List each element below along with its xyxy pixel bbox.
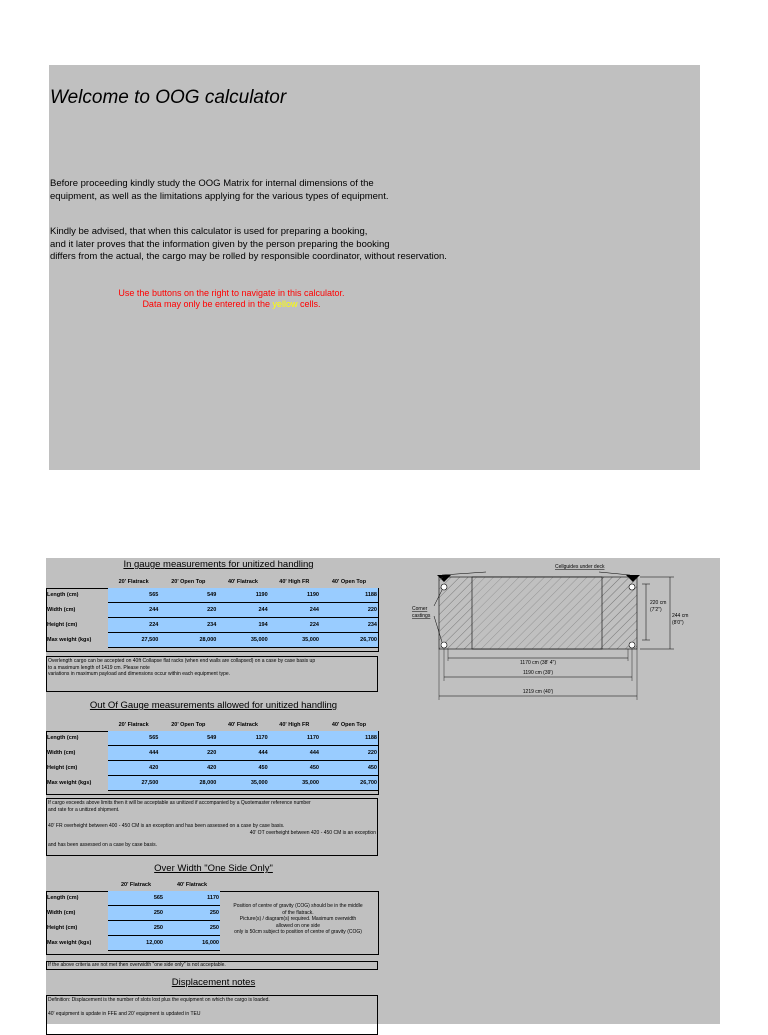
over-width-title: Over Width "One Side Only" xyxy=(154,863,273,874)
column-header: 20' Flatrack xyxy=(120,881,152,888)
value-cell: 420 xyxy=(159,761,217,776)
row-label: Max weight (kgs) xyxy=(47,637,92,643)
length-1219-label: 1219 cm (40') xyxy=(522,689,554,695)
value-cell: 250 xyxy=(164,906,220,921)
column-header: 20' Flatrack xyxy=(118,578,149,585)
corner-casting-icon xyxy=(629,642,635,648)
in-gauge-note xyxy=(46,656,378,692)
corner-castings-label-1: Corner xyxy=(412,606,428,612)
column-header: 40' High FR xyxy=(279,721,310,728)
value-cell: 1188 xyxy=(320,731,378,746)
note-line: 40' FR overheight between 400 - 450 CM is an exception and has been assessed on a case by case basis. xyxy=(48,823,285,829)
value-cell: 549 xyxy=(159,588,217,603)
value-cell: 244 xyxy=(217,603,268,618)
value-cell: 450 xyxy=(217,761,268,776)
over-width-footer-note: If the above criteria are not met then overwidth "one side only" is not acceptable. xyxy=(46,961,378,970)
table-row xyxy=(46,761,378,776)
table-row xyxy=(46,618,378,633)
value-cell: 220 xyxy=(320,746,378,761)
value-cell: 224 xyxy=(108,618,159,633)
note-line: to a maximum length of 1419 cm. Please note xyxy=(48,664,150,671)
value-cell: 27,500 xyxy=(108,633,159,648)
page-title: Welcome to OOG calculator xyxy=(50,87,287,108)
table-row xyxy=(46,906,220,921)
value-cell: 250 xyxy=(164,921,220,936)
corner-casting-icon xyxy=(441,642,447,648)
table-row xyxy=(46,746,378,761)
column-header: 40' Flatrack xyxy=(176,881,208,888)
value-cell: 444 xyxy=(217,746,268,761)
note-line: and has been assessed on a case by case basis. xyxy=(48,842,157,848)
note-line: variations in maximum payload and dimensions occur within each equipment type. xyxy=(48,671,231,677)
value-cell: 220 xyxy=(159,603,217,618)
row-label: Length (cm) xyxy=(47,735,79,742)
length-1170-label: 1170 cm (38' 4") xyxy=(520,660,556,666)
height-244-ft-label: (8'0") xyxy=(672,620,684,626)
table-row xyxy=(46,921,220,936)
column-header: 40' Open Top xyxy=(331,578,367,585)
note-line: Overlength cargo can be accepted on 40ft Collapse flat racks (when end walls are collapsed) on a case by case basis up xyxy=(48,658,316,664)
data-note-suffix: cells. xyxy=(297,299,321,309)
container-inner xyxy=(472,577,602,649)
value-cell: 444 xyxy=(269,746,320,761)
value-cell: 194 xyxy=(217,618,268,633)
value-cell: 244 xyxy=(108,603,159,618)
container-dimension-diagram xyxy=(412,560,704,710)
value-cell: 565 xyxy=(108,891,164,906)
column-header: 20' Open Top xyxy=(171,721,206,728)
column-header: 20' Open Top xyxy=(171,578,206,585)
over-width-table xyxy=(46,878,220,951)
value-cell: 549 xyxy=(159,731,217,746)
row-label: Length (cm) xyxy=(47,592,79,599)
table-row xyxy=(46,776,378,791)
note-line: 40' OT overheight between 420 - 450 CM is an exception xyxy=(249,829,376,836)
welcome-panel xyxy=(49,65,700,470)
row-label: Width (cm) xyxy=(47,607,76,613)
header-spacer xyxy=(46,575,108,588)
height-244-label: 244 cm xyxy=(672,613,689,619)
note-line: If cargo exceeds above limits then it will be acceptable as unitized if accompanied by a Quotemaster reference number xyxy=(48,800,311,806)
condition-line: only is 50cm subject to position of centre of gravity (COG) xyxy=(234,929,362,935)
nav-instruction: Use the buttons on the right to navigate in this calculator. xyxy=(118,288,345,298)
value-cell: 420 xyxy=(108,761,159,776)
table-row xyxy=(46,588,378,603)
condition-line: Position of centre of gravity (COG) should be in the middle xyxy=(233,903,363,909)
header-spacer xyxy=(46,718,108,731)
value-cell: 1188 xyxy=(320,588,378,603)
note-line: and rate for a unitized shipment. xyxy=(48,806,120,813)
value-cell: 12,000 xyxy=(108,936,164,951)
value-cell: 444 xyxy=(108,746,159,761)
header-spacer xyxy=(46,878,108,891)
table-row xyxy=(46,936,220,951)
row-label: Height (cm) xyxy=(47,925,78,931)
value-cell: 565 xyxy=(108,588,159,603)
row-label: Max weight (kgs) xyxy=(47,940,92,946)
corner-casting-icon xyxy=(629,584,635,590)
out-of-gauge-table xyxy=(46,718,378,791)
data-entry-note xyxy=(49,299,414,311)
value-cell: 26,700 xyxy=(320,633,378,648)
row-label: Max weight (kgs) xyxy=(47,780,92,786)
out-of-gauge-title: Out Of Gauge measurements allowed for unitized handling xyxy=(89,700,338,711)
value-cell: 27,500 xyxy=(108,776,159,791)
height-220-ft-label: (7'2") xyxy=(650,607,662,613)
value-cell: 220 xyxy=(159,746,217,761)
column-header: 40' High FR xyxy=(279,578,310,585)
value-cell: 1170 xyxy=(217,731,268,746)
row-label: Length (cm) xyxy=(47,895,79,902)
value-cell: 1190 xyxy=(269,588,320,603)
value-cell: 234 xyxy=(159,618,217,633)
advisory-paragraph xyxy=(50,226,447,264)
column-header: 40' Flatrack xyxy=(227,578,258,585)
column-header: 40' Open Top xyxy=(331,721,367,728)
intro-paragraph xyxy=(50,178,389,203)
corner-castings-label-2: castings xyxy=(412,613,431,619)
value-cell: 28,000 xyxy=(159,776,217,791)
value-cell: 234 xyxy=(320,618,378,633)
cellguide-arrow xyxy=(599,572,630,575)
displacement-title: Displacement notes xyxy=(171,977,256,988)
value-cell: 1170 xyxy=(164,891,220,906)
value-cell: 250 xyxy=(108,906,164,921)
measurements-sheet xyxy=(46,558,720,1024)
condition-line: of the flatrack. xyxy=(282,909,314,916)
advisory-line-3: differs from the actual, the cargo may be rolled by responsible coordinator, without reservation. xyxy=(50,251,447,262)
corner-casting-icon xyxy=(441,584,447,590)
in-gauge-table xyxy=(46,575,378,648)
row-label: Height (cm) xyxy=(47,622,78,628)
condition-line: Picture(s) / diagram(s) required. Maximum overwidth xyxy=(239,916,357,922)
intro-line-2: equipment, as well as the limitations applying for the various types of equipment. xyxy=(50,190,389,202)
value-cell: 1190 xyxy=(217,588,268,603)
condition-line: allowed on one side xyxy=(275,922,321,929)
value-cell: 450 xyxy=(269,761,320,776)
table-row xyxy=(46,731,378,746)
value-cell: 1170 xyxy=(269,731,320,746)
row-label: Height (cm) xyxy=(47,765,78,771)
advisory-line-1: Kindly be advised, that when this calculator is used for preparing a booking, xyxy=(50,226,368,237)
value-cell: 26,700 xyxy=(320,776,378,791)
note-line: 40' equipment is update in FFE and 20' equipment is updated in TEU xyxy=(48,1010,201,1017)
value-cell: 35,000 xyxy=(217,776,268,791)
over-width-conditions xyxy=(218,903,378,936)
value-cell: 250 xyxy=(108,921,164,936)
value-cell: 224 xyxy=(269,618,320,633)
table-row xyxy=(46,633,378,648)
yellow-cell-word: yellow xyxy=(272,299,298,309)
data-note-prefix: Data may only be entered in the xyxy=(142,299,273,309)
column-header: 40' Flatrack xyxy=(227,721,258,728)
cellguides-label: Cellguides under deck xyxy=(555,564,605,570)
value-cell: 565 xyxy=(108,731,159,746)
table-row xyxy=(46,603,378,618)
height-220-label: 220 cm xyxy=(650,600,667,606)
value-cell: 244 xyxy=(269,603,320,618)
value-cell: 35,000 xyxy=(217,633,268,648)
row-label: Width (cm) xyxy=(47,910,76,916)
column-header: 20' Flatrack xyxy=(118,721,149,728)
cellguide-arrow xyxy=(442,572,486,575)
in-gauge-title: In gauge measurements for unitized handling xyxy=(123,559,314,570)
out-of-gauge-note xyxy=(46,798,378,856)
intro-line-1: Before proceeding kindly study the OOG Matrix for internal dimensions of the xyxy=(50,178,374,189)
value-cell: 450 xyxy=(320,761,378,776)
displacement-note xyxy=(46,995,378,1035)
value-cell: 16,000 xyxy=(164,936,220,951)
value-cell: 35,000 xyxy=(269,776,320,791)
length-1190-label: 1190 cm (39') xyxy=(522,670,554,676)
row-label: Width (cm) xyxy=(47,750,76,756)
advisory-line-2: and it later proves that the information given by the person preparing the booking xyxy=(50,238,390,250)
value-cell: 220 xyxy=(320,603,378,618)
value-cell: 28,000 xyxy=(159,633,217,648)
table-row xyxy=(46,891,220,906)
value-cell: 35,000 xyxy=(269,633,320,648)
note-line: Definition: Displacement is the number of slots lost plus the equipment on which the cargo is loaded. xyxy=(48,997,270,1003)
